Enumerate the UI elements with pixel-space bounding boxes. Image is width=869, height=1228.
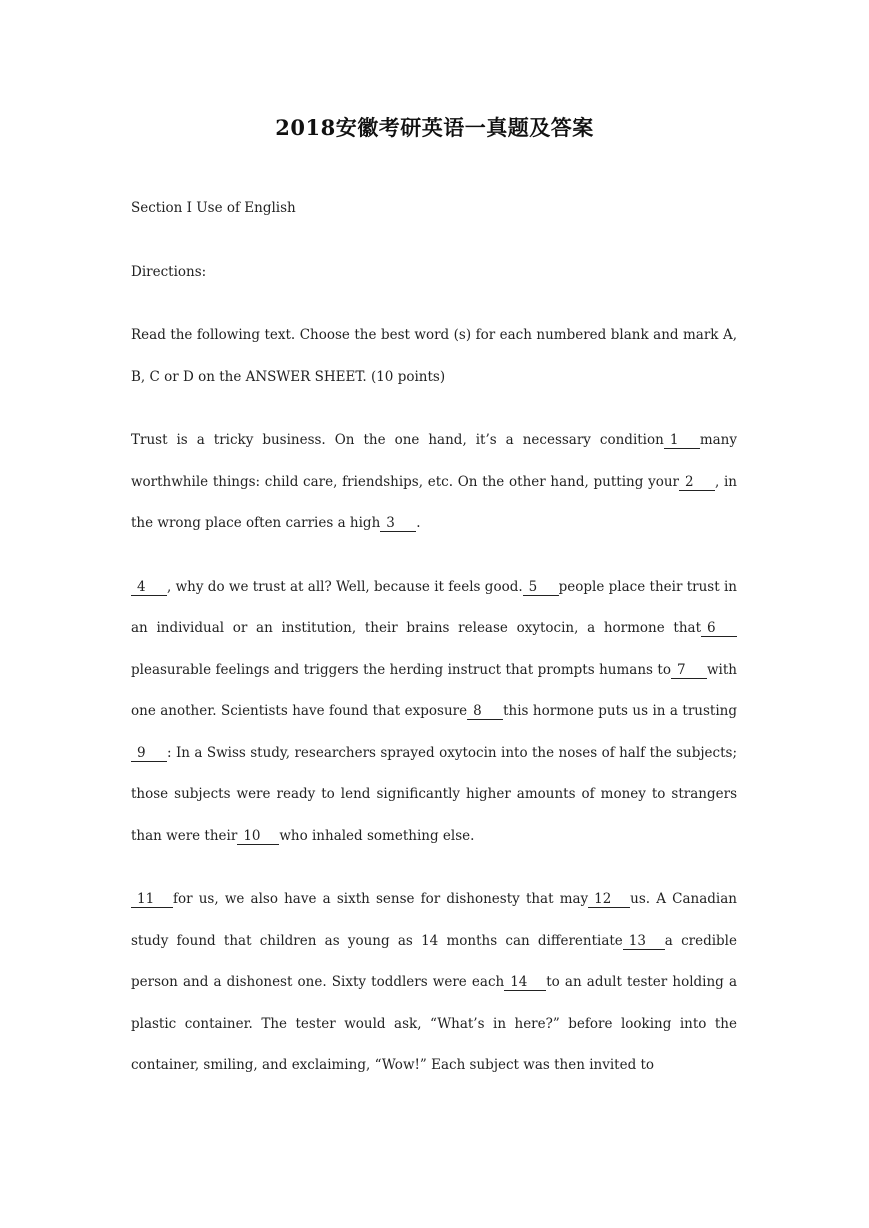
blank-9: 9 (131, 745, 167, 762)
blank-2: 2 (679, 474, 715, 491)
blank-5: 5 (523, 579, 559, 596)
passage-text: many worthwhile things: child care, friendships, etc. On the other hand, putting your (131, 432, 737, 490)
blank-10: 10 (237, 828, 279, 845)
blank-4: 4 (131, 579, 167, 596)
passage-text: pleasurable feelings and triggers the herding instruct that prompts humans to (131, 661, 671, 678)
passage-text: . (416, 515, 421, 531)
blank-13: 13 (623, 933, 665, 950)
blank-14: 14 (504, 974, 546, 991)
passage-paragraph-3 (131, 879, 737, 1087)
passage-text: with one another. Scientists have found that exposure (131, 661, 737, 719)
document-body (131, 188, 737, 1109)
passage-text: for us, we also have a sixth sense for dishonesty that may (173, 891, 589, 907)
blank-11: 11 (131, 891, 173, 908)
passage-text: : In a Swiss study, researchers sprayed oxytocin into the noses of half the subjects; those subjects were ready to lend significantly higher amounts of money to strangers than were their (131, 744, 737, 844)
blank-6: 6 (701, 620, 737, 637)
blank-3: 3 (380, 515, 416, 532)
section-heading: Section I Use of English (131, 200, 296, 216)
blank-7: 7 (671, 662, 707, 679)
passage-text: people place their trust in an individual or an institution, their brains release oxytocin, a hormone that (131, 578, 737, 636)
passage-text: Trust is a tricky business. On the one hand, it’s a necessary condition (131, 432, 664, 448)
directions-label: Directions: (131, 263, 207, 280)
passage-text: us. A Canadian study found that children as young as 14 months can differentiate (131, 891, 737, 949)
document-title: 2018安徽考研英语一真题及答案 (275, 115, 594, 140)
passage-text: a credible person and a dishonest one. Sixty toddlers were each (131, 932, 737, 990)
passage-text: to an adult tester holding a plastic container. The tester would ask, “What’s in here?” before looking into the container, smiling, and exclaiming, “Wow!” Each subject was then invited to (131, 974, 737, 1073)
blank-1: 1 (664, 432, 700, 449)
passage-text: , why do we trust at all? Well, because it feels good. (167, 578, 523, 595)
passage-text: , in the wrong place often carries a high (131, 473, 737, 531)
blank-8: 8 (467, 703, 503, 720)
passage-text: this hormone puts us in a trusting (503, 703, 737, 719)
directions-text: Read the following text. Choose the best word (s) for each numbered blank and mark A, B, C or D on the ANSWER SHEET. (10 points) (131, 327, 737, 385)
passage-paragraph-2 (131, 567, 737, 858)
passage-paragraph-1 (131, 420, 737, 545)
blank-12: 12 (588, 891, 630, 908)
passage-text: who inhaled something else. (279, 827, 475, 844)
